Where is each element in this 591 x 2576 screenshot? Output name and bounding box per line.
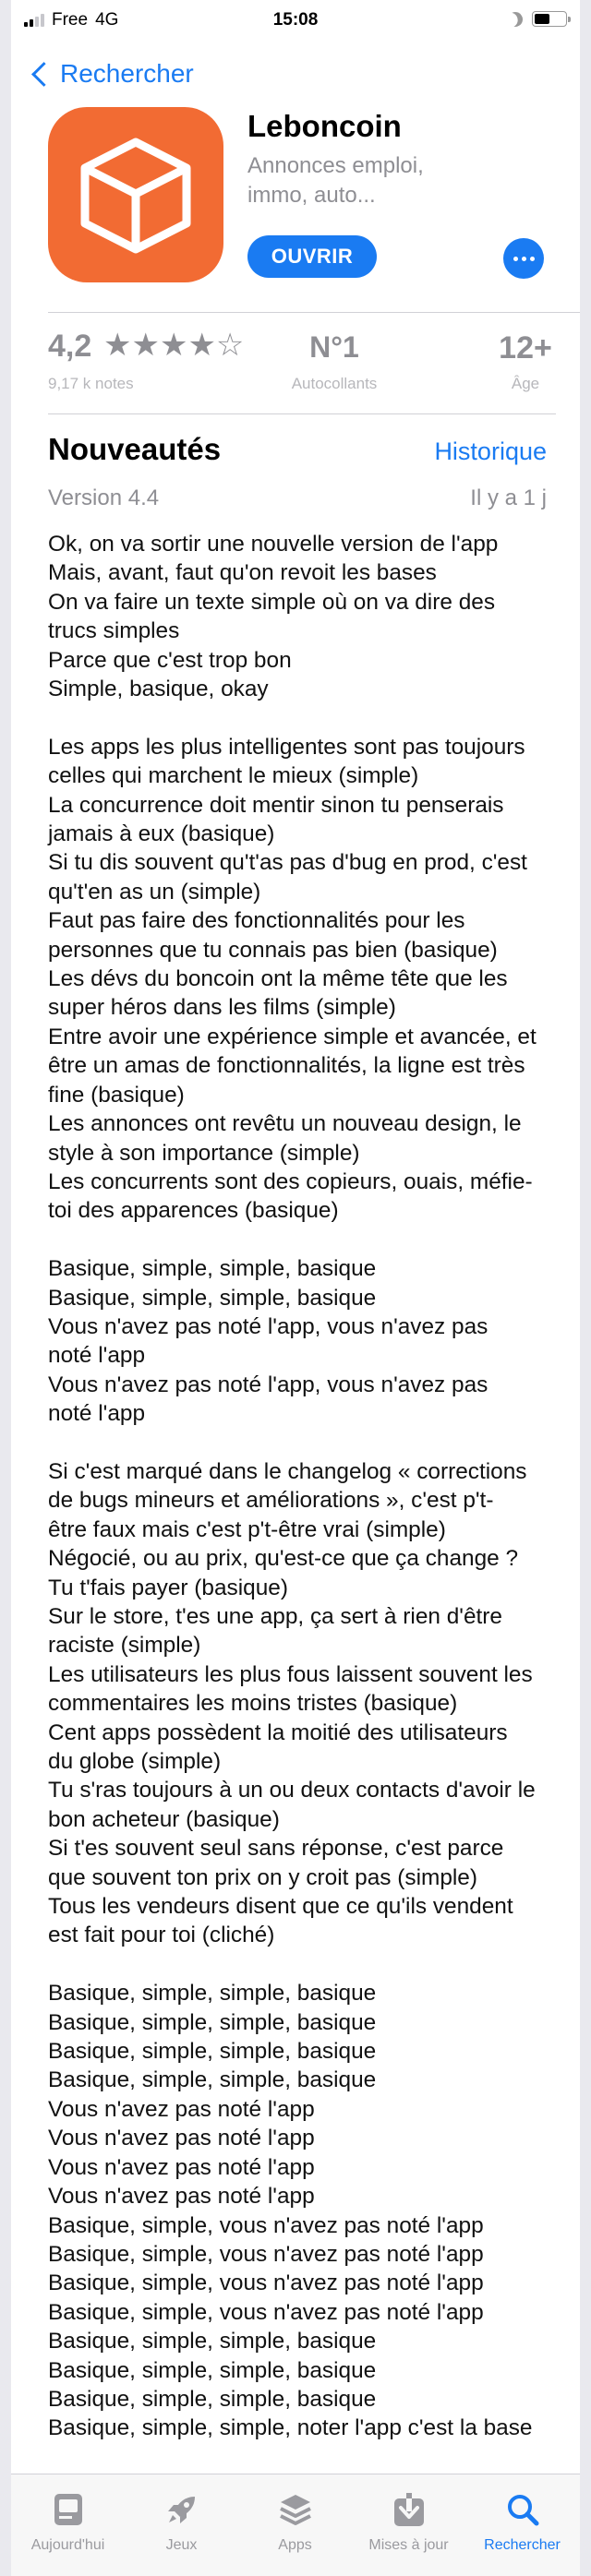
release-note-line: Vous n'avez pas noté l'app, vous n'avez pas — [48, 1372, 488, 1397]
chart-category: Autocollants — [291, 375, 378, 392]
open-button[interactable]: OUVRIR — [247, 235, 377, 278]
release-note-line: être faux mais c'est p't-être vrai (simple) — [48, 1516, 446, 1542]
release-note-line: La concurrence doit mentir sinon tu penserais — [48, 792, 504, 818]
release-note-line: Si c'est marqué dans le changelog « corrections — [48, 1458, 527, 1484]
rocket-icon — [162, 2489, 202, 2530]
release-note-line: raciste (simple) — [48, 1633, 201, 1659]
release-note-line: Sur le store, t'es une app, ça sert à rien d'être — [48, 1603, 502, 1629]
chart-rank: N°1 — [309, 330, 359, 364]
tab-label: Apps — [278, 2537, 312, 2553]
release-note-line: Basique, simple, simple, basique — [48, 1981, 377, 2007]
release-note-line: commentaires les moins tristes (basique) — [48, 1691, 458, 1717]
carrier-label: Free — [52, 10, 89, 30]
release-note-line: fine (basique) — [48, 1082, 185, 1108]
app-store-page — [11, 0, 580, 2576]
age-label: Âge — [511, 375, 540, 392]
today-icon — [48, 2489, 89, 2530]
ratings-count: 9,17 k notes — [48, 375, 134, 392]
release-note-line: Tu t'fais payer (basique) — [48, 1575, 288, 1600]
battery-icon — [532, 11, 567, 27]
app-icon — [48, 107, 223, 282]
back-label: Rechercher — [60, 59, 194, 88]
do-not-disturb-icon — [505, 9, 525, 30]
release-note-line: Basique, simple, vous n'avez pas noté l'app — [48, 2212, 484, 2238]
search-icon — [502, 2489, 543, 2530]
dot-icon — [522, 257, 526, 261]
release-note-line: Basique, simple, simple, basique — [48, 1285, 377, 1311]
release-note-line: celles qui marchent le mieux (simple) — [48, 763, 419, 789]
whats-new-title: Nouveautés — [48, 432, 222, 466]
release-note-line: Tous les vendeurs disent que ce qu'ils vendent — [48, 1894, 513, 1920]
release-note-line: Cent apps possèdent la moitié des utilisateurs — [48, 1719, 508, 1745]
divider — [48, 312, 580, 313]
network-label: 4G — [95, 10, 119, 30]
release-note-line: noté l'app — [48, 1401, 146, 1427]
blank-line — [48, 703, 565, 732]
release-note-line: Si t'es souvent seul sans réponse, c'est parce — [48, 1836, 504, 1862]
release-note-line: Vous n'avez pas noté l'app, vous n'avez pas — [48, 1313, 488, 1339]
tab-label: Aujourd'hui — [30, 2537, 105, 2553]
release-note-line: Faut pas faire des fonctionnalités pour les — [48, 908, 465, 934]
tab-today[interactable] — [11, 2474, 125, 2576]
release-note-line: que souvent ton prix on y croit pas (simple) — [48, 1864, 477, 1890]
release-note-line: super héros dans les films (simple) — [48, 995, 396, 1021]
status-bar — [11, 0, 580, 39]
release-note-line: Basique, simple, vous n'avez pas noté l'app — [48, 2299, 484, 2325]
release-note-line: Basique, simple, simple, basique — [48, 2329, 377, 2354]
release-note-line: Les concurrents sont des copieurs, ouais, méfie- — [48, 1168, 533, 1194]
release-note-line: Vous n'avez pas noté l'app — [48, 2184, 315, 2210]
release-note-line: Vous n'avez pas noté l'app — [48, 2154, 315, 2180]
release-note-line: être un amas de fonctionnalités, la ligne est très — [48, 1053, 525, 1079]
release-note-line: est fait pour toi (cliché) — [48, 1923, 275, 1948]
release-notes — [48, 530, 565, 2443]
release-note-line: bon acheteur (basique) — [48, 1806, 280, 1832]
release-note-line: qu't'en as un (simple) — [48, 879, 261, 905]
release-date: Il y a 1 j — [470, 485, 547, 510]
release-note-line: noté l'app — [48, 1343, 146, 1369]
release-note-line: Les utilisateurs les plus fous laissent souvent les — [48, 1661, 533, 1687]
release-note-line: jamais à eux (basique) — [48, 821, 275, 847]
divider — [48, 413, 556, 414]
tab-label: Rechercher — [484, 2537, 561, 2553]
tab-updates[interactable] — [352, 2474, 465, 2576]
release-note-line: du globe (simple) — [48, 1749, 222, 1775]
release-note-line: Basique, simple, simple, basique — [48, 2357, 377, 2383]
blank-line — [48, 1429, 565, 1457]
tab-bar — [11, 2474, 580, 2576]
release-note-line: Basique, simple, vous n'avez pas noté l'app — [48, 2270, 484, 2296]
dot-icon — [513, 257, 518, 261]
release-note-line: Vous n'avez pas noté l'app — [48, 2096, 315, 2122]
apps-stack-icon — [275, 2489, 316, 2530]
release-note-line: Les dévs du boncoin ont la même tête que les — [48, 966, 508, 992]
download-icon — [389, 2489, 429, 2530]
status-right — [508, 11, 567, 27]
app-name: Leboncoin — [247, 109, 402, 143]
release-note-line: Basique, simple, simple, basique — [48, 2009, 377, 2035]
release-note-line: Vous n'avez pas noté l'app — [48, 2126, 315, 2151]
cube-logo-icon — [48, 107, 223, 282]
release-note-line: Si tu dis souvent qu't'as pas d'bug en prod, c'est — [48, 850, 527, 876]
tab-label: Jeux — [165, 2537, 198, 2553]
chevron-left-icon — [31, 62, 56, 87]
release-note-line: personnes que tu connais pas bien (basique) — [48, 937, 498, 963]
rating-value: 4,2 — [48, 329, 92, 364]
release-note-line: de bugs mineurs et améliorations », c'est p't- — [48, 1488, 494, 1514]
release-note-line: Simple, basique, okay — [48, 677, 269, 702]
clock: 15:08 — [272, 10, 319, 30]
tab-label: Mises à jour — [368, 2537, 449, 2553]
release-note-line: Basique, simple, simple, basique — [48, 2386, 377, 2412]
blank-line — [48, 1226, 565, 1254]
release-note-line: trucs simples — [48, 618, 180, 644]
age-rating: 12+ — [499, 330, 552, 365]
release-note-line: Basique, simple, simple, basique — [48, 2067, 377, 2093]
more-options-button[interactable] — [503, 238, 544, 279]
tab-search[interactable] — [465, 2474, 579, 2576]
release-note-line: Basique, simple, simple, basique — [48, 2039, 377, 2065]
release-note-line: Les apps les plus intelligentes sont pas toujours — [48, 734, 525, 760]
release-note-line: Parce que c'est trop bon — [48, 647, 292, 673]
release-note-line: Entre avoir une expérience simple et avancée, et — [48, 1024, 537, 1049]
release-note-line: Ok, on va sortir une nouvelle version de l'app — [48, 532, 499, 557]
release-note-line: toi des apparences (basique) — [48, 1198, 339, 1224]
release-note-line: On va faire un texte simple où on va dire des — [48, 589, 496, 615]
back-button[interactable] — [30, 59, 194, 89]
release-note-line: Mais, avant, faut qu'on revoit les bases — [48, 560, 437, 586]
release-note-line: Négocié, ou au prix, qu'est-ce que ça change ? — [48, 1546, 519, 1572]
blank-line — [48, 1950, 565, 1979]
star-rating-icon: ★★★★☆ — [103, 328, 245, 363]
version-label: Version 4.4 — [48, 485, 160, 510]
release-note-line: Les annonces ont revêtu un nouveau design, le — [48, 1111, 522, 1137]
version-history-link[interactable]: Historique — [434, 437, 547, 465]
release-note-line: Tu s'ras toujours à un ou deux contacts d'avoir le — [48, 1778, 536, 1803]
tab-apps[interactable] — [238, 2474, 352, 2576]
release-note-line: Basique, simple, simple, basique — [48, 1256, 377, 1282]
app-subtitle: Annonces emploi, immo, auto... — [247, 153, 424, 208]
release-note-line: Basique, simple, simple, noter l'app c'est la base — [48, 2415, 533, 2441]
release-note-line: style à son importance (simple) — [48, 1140, 360, 1166]
release-note-line: Basique, simple, vous n'avez pas noté l'app — [48, 2241, 484, 2267]
dot-icon — [530, 257, 535, 261]
tab-games[interactable] — [125, 2474, 238, 2576]
